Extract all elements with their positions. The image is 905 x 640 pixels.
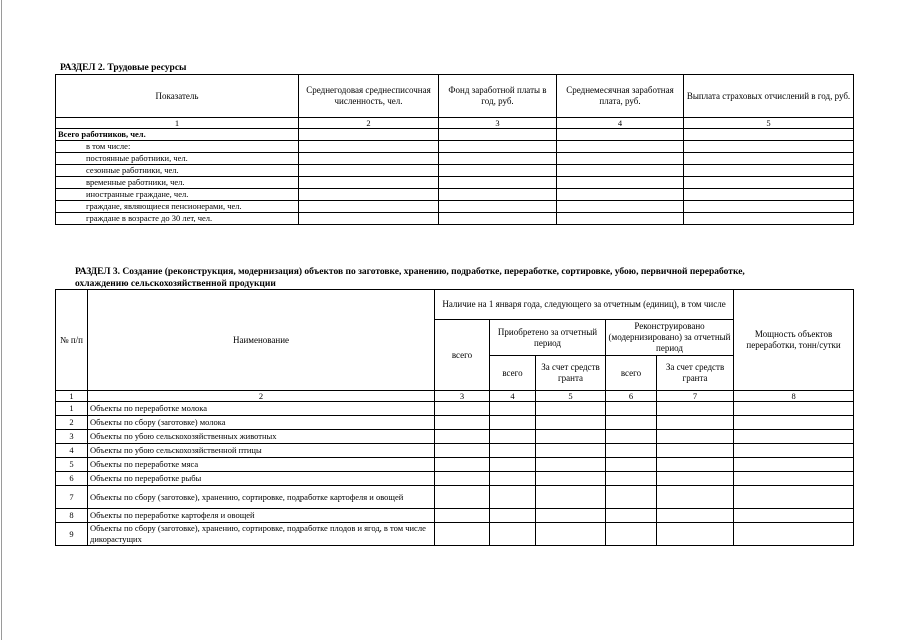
table-row (56, 509, 854, 523)
table-row (56, 141, 854, 153)
row-number: 6 (56, 472, 88, 486)
data-cell (657, 523, 734, 546)
data-cell (684, 129, 854, 141)
row-label: граждане в возрасте до 30 лет, чел. (56, 213, 299, 225)
row-name: Объекты по переработке рыбы (88, 472, 435, 486)
data-cell (299, 165, 439, 177)
data-cell (557, 129, 684, 141)
data-cell (657, 509, 734, 523)
data-cell (606, 430, 657, 444)
data-cell (435, 472, 490, 486)
data-cell (536, 458, 606, 472)
data-cell (734, 472, 854, 486)
header-rec-total: всего (606, 356, 657, 391)
data-cell (734, 416, 854, 430)
header-acq-grant: За счет средств гранта (536, 356, 606, 391)
data-cell (684, 189, 854, 201)
row-number: 8 (56, 509, 88, 523)
table-row (56, 458, 854, 472)
table-row (56, 472, 854, 486)
column-number-row (56, 118, 854, 129)
column-number: 3 (435, 391, 490, 402)
table-row (56, 201, 854, 213)
data-cell (657, 472, 734, 486)
column-number: 5 (684, 118, 854, 129)
row-name: Объекты по сбору (заготовке), хранению, сортировке, подработке плодов и ягод, в том числе дикорастущих (88, 523, 435, 546)
table-row (56, 523, 854, 546)
column-number: 1 (56, 118, 299, 129)
header-name: Наименование (88, 290, 435, 391)
header-reconstructed: Реконструировано (модернизировано) за отчетный период (606, 320, 734, 356)
data-cell (435, 523, 490, 546)
data-cell (536, 444, 606, 458)
header-total: всего (435, 320, 490, 391)
table-row (56, 213, 854, 225)
column-number: 1 (56, 391, 88, 402)
data-cell (734, 523, 854, 546)
header-cell: Среднегодовая среднесписочная численность, чел. (299, 75, 439, 118)
data-cell (439, 165, 557, 177)
row-name: Объекты по переработке мяса (88, 458, 435, 472)
data-cell (299, 153, 439, 165)
row-number: 4 (56, 444, 88, 458)
table-header-row (56, 290, 854, 320)
data-cell (435, 402, 490, 416)
data-cell (435, 486, 490, 509)
data-cell (734, 402, 854, 416)
data-cell (490, 416, 536, 430)
data-cell (536, 472, 606, 486)
table-row (56, 402, 854, 416)
row-name: Объекты по сбору (заготовке) молока (88, 416, 435, 430)
data-cell (299, 201, 439, 213)
table-row (56, 189, 854, 201)
data-cell (657, 458, 734, 472)
table-row (56, 430, 854, 444)
column-number: 4 (557, 118, 684, 129)
section3-title-line2: охлаждению сельскохозяйственной продукции (75, 279, 276, 289)
data-cell (490, 402, 536, 416)
header-cell: Фонд заработной платы в год, руб. (439, 75, 557, 118)
column-number: 4 (490, 391, 536, 402)
data-cell (439, 213, 557, 225)
data-cell (657, 486, 734, 509)
data-cell (536, 416, 606, 430)
section3-title-line1: РАЗДЕЛ 3. Создание (реконструкция, модернизация) объектов по заготовке, хранению, подработке, переработке, сортировке, убою, первичной переработке, (75, 267, 745, 277)
column-number: 2 (299, 118, 439, 129)
row-name: Объекты по сбору (заготовке), хранению, сортировке, подработке картофеля и овощей (88, 486, 435, 509)
data-cell (435, 430, 490, 444)
data-cell (684, 141, 854, 153)
section2-title: РАЗДЕЛ 2. Трудовые ресурсы (60, 63, 187, 73)
header-rec-grant: За счет средств гранта (657, 356, 734, 391)
data-cell (536, 402, 606, 416)
data-cell (557, 213, 684, 225)
row-label: иностранные граждане, чел. (56, 189, 299, 201)
row-number: 5 (56, 458, 88, 472)
header-acquired: Приобретено за отчетный период (490, 320, 606, 356)
row-label: постоянные работники, чел. (56, 153, 299, 165)
data-cell (536, 523, 606, 546)
data-cell (657, 402, 734, 416)
header-num: № п/п (56, 290, 88, 391)
data-cell (557, 177, 684, 189)
row-number: 2 (56, 416, 88, 430)
row-label: Всего работников, чел. (56, 129, 299, 141)
data-cell (536, 509, 606, 523)
row-number: 9 (56, 523, 88, 546)
row-label: в том числе: (56, 141, 299, 153)
row-number: 1 (56, 402, 88, 416)
data-cell (490, 458, 536, 472)
data-cell (439, 153, 557, 165)
data-cell (734, 430, 854, 444)
data-cell (684, 153, 854, 165)
data-cell (490, 523, 536, 546)
row-name: Объекты по убою сельскохозяйственной птицы (88, 444, 435, 458)
data-cell (557, 165, 684, 177)
row-name: Объекты по убою сельскохозяйственных животных (88, 430, 435, 444)
header-capacity: Мощность объектов переработки, тонн/сутки (734, 290, 854, 391)
row-label: граждане, являющиеся пенсионерами, чел. (56, 201, 299, 213)
data-cell (435, 416, 490, 430)
row-label: сезонные работники, чел. (56, 165, 299, 177)
data-cell (557, 153, 684, 165)
column-number: 3 (439, 118, 557, 129)
data-cell (435, 509, 490, 523)
data-cell (536, 430, 606, 444)
table-row (56, 444, 854, 458)
objects-table (55, 289, 854, 546)
data-cell (606, 416, 657, 430)
table-row (56, 129, 854, 141)
data-cell (684, 213, 854, 225)
data-cell (299, 129, 439, 141)
data-cell (490, 509, 536, 523)
data-cell (439, 129, 557, 141)
data-cell (299, 141, 439, 153)
page-edge (1, 0, 2, 640)
data-cell (557, 201, 684, 213)
header-cell: Показатель (56, 75, 299, 118)
data-cell (734, 444, 854, 458)
column-number-row (56, 391, 854, 402)
header-availability: Наличие на 1 января года, следующего за отчетным (единиц), в том числе (435, 290, 734, 320)
column-number: 2 (88, 391, 435, 402)
column-number: 5 (536, 391, 606, 402)
header-cell: Среднемесячная заработная плата, руб. (557, 75, 684, 118)
data-cell (490, 486, 536, 509)
row-number: 3 (56, 430, 88, 444)
table-row (56, 416, 854, 430)
header-cell: Выплата страховых отчислений в год, руб. (684, 75, 854, 118)
data-cell (439, 177, 557, 189)
header-acq-total: всего (490, 356, 536, 391)
data-cell (684, 165, 854, 177)
data-cell (557, 189, 684, 201)
labor-resources-table (55, 74, 854, 225)
data-cell (606, 509, 657, 523)
column-number: 7 (657, 391, 734, 402)
column-number: 8 (734, 391, 854, 402)
data-cell (734, 486, 854, 509)
table-row (56, 486, 854, 509)
data-cell (684, 177, 854, 189)
row-label: временные работники, чел. (56, 177, 299, 189)
data-cell (435, 458, 490, 472)
data-cell (657, 444, 734, 458)
data-cell (606, 523, 657, 546)
data-cell (299, 177, 439, 189)
data-cell (557, 141, 684, 153)
data-cell (299, 189, 439, 201)
table-row (56, 153, 854, 165)
data-cell (439, 189, 557, 201)
data-cell (490, 430, 536, 444)
data-cell (299, 213, 439, 225)
data-cell (734, 458, 854, 472)
data-cell (439, 201, 557, 213)
data-cell (439, 141, 557, 153)
table-row (56, 165, 854, 177)
data-cell (606, 486, 657, 509)
data-cell (606, 402, 657, 416)
column-number: 6 (606, 391, 657, 402)
data-cell (435, 444, 490, 458)
data-cell (657, 430, 734, 444)
data-cell (734, 509, 854, 523)
table-header-row (56, 75, 854, 118)
data-cell (490, 472, 536, 486)
table-row (56, 177, 854, 189)
data-cell (536, 486, 606, 509)
data-cell (490, 444, 536, 458)
data-cell (684, 201, 854, 213)
row-name: Объекты по переработке картофеля и овощей (88, 509, 435, 523)
row-number: 7 (56, 486, 88, 509)
data-cell (606, 444, 657, 458)
data-cell (657, 416, 734, 430)
row-name: Объекты по переработке молока (88, 402, 435, 416)
data-cell (606, 458, 657, 472)
data-cell (606, 472, 657, 486)
